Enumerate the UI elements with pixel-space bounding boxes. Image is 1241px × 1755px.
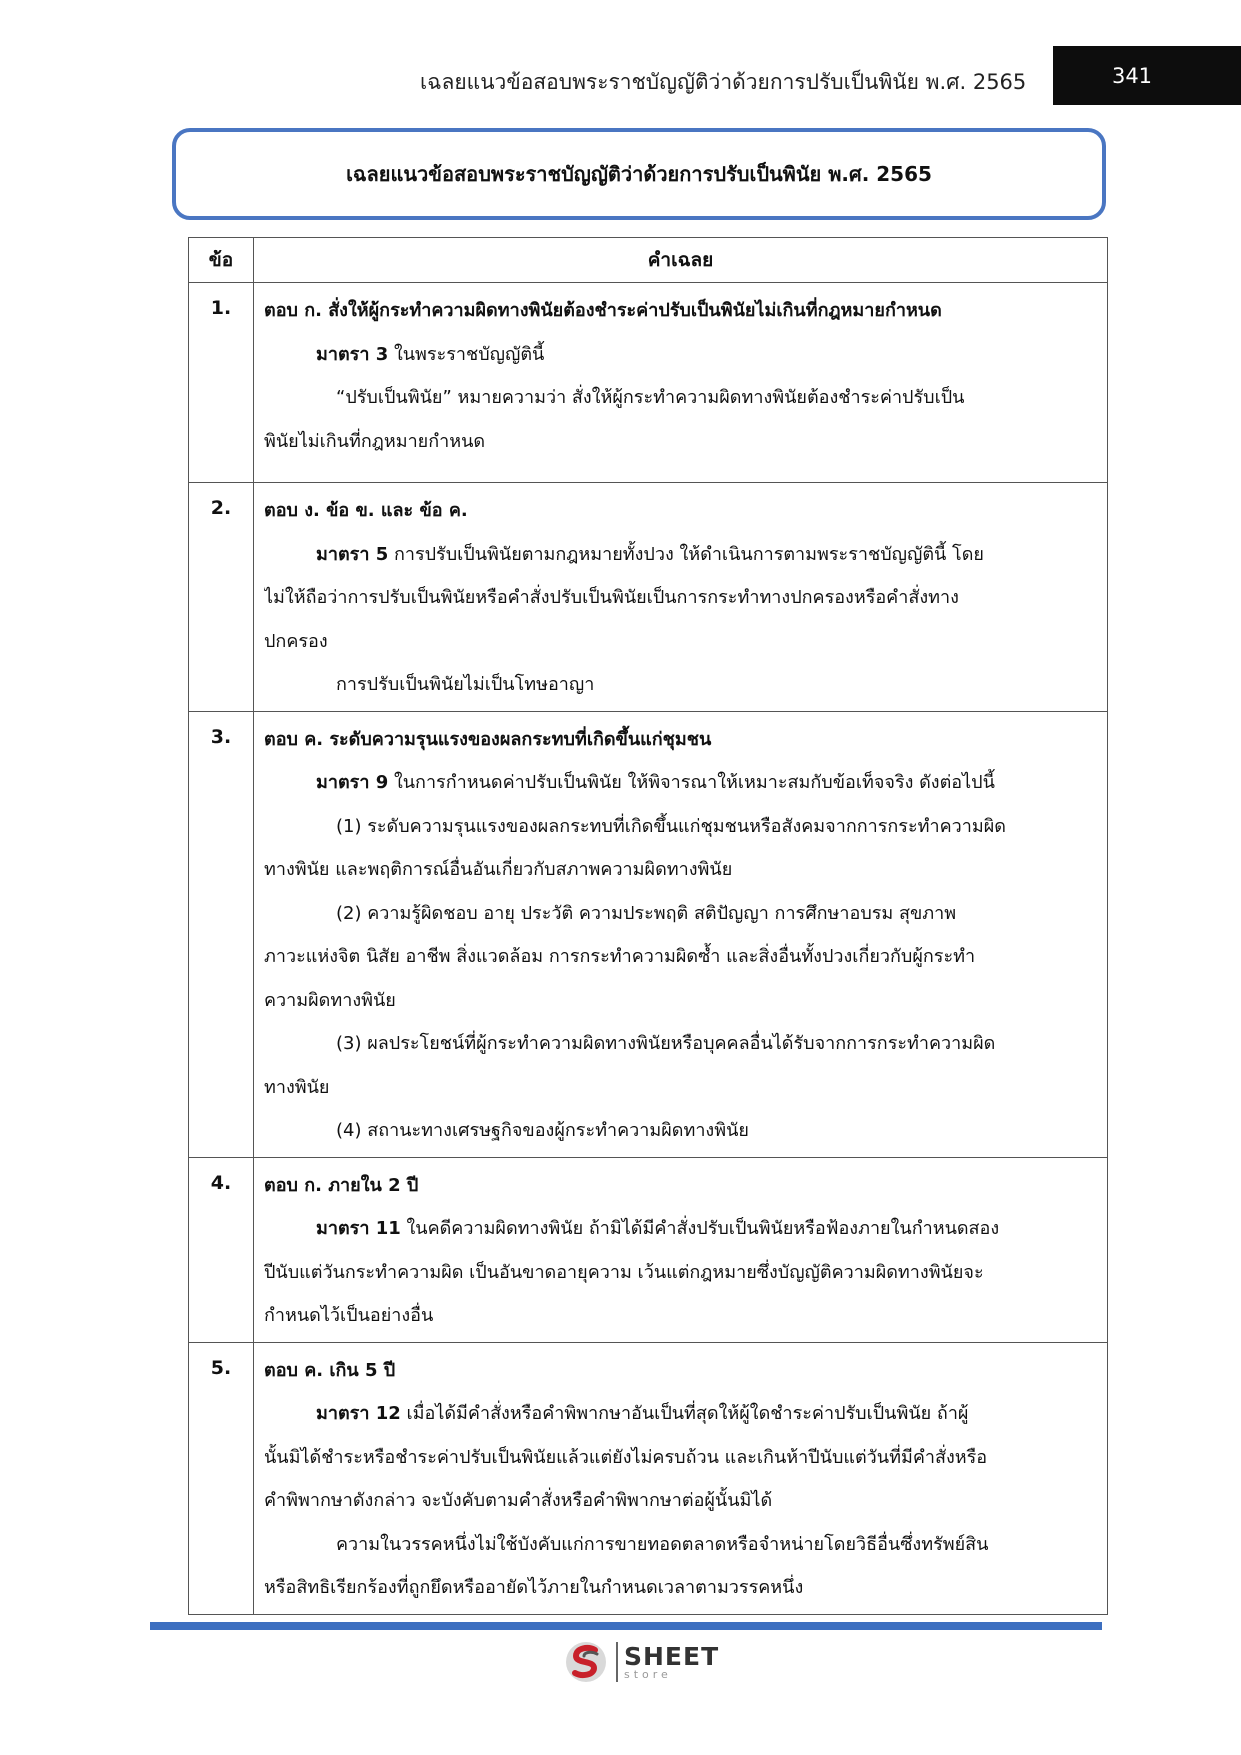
section-ref: มาตรา 9 (316, 772, 389, 793)
section-line (264, 761, 1097, 805)
logo-sub-text: store (624, 1668, 672, 1681)
text-line: ความในวรรคหนึ่งไม่ใช้บังคับแก่การขายทอดตลาดหรือจำหน่ายโดยวิธีอื่นซึ่งทรัพย์สิน (336, 1533, 989, 1555)
answer-line: ตอบ ง. ข้อ ข. และ ข้อ ค. (264, 500, 468, 521)
page-header-title: เฉลยแนวข้อสอบพระราชบัญญัติว่าด้วยการปรับเป็นพินัย พ.ศ. 2565 (420, 70, 1027, 94)
answer-line: ตอบ ค. ระดับความรุนแรงของผลกระทบที่เกิดขึ้นแก่ชุมชน (264, 728, 712, 750)
text-line: ปกครอง (264, 630, 328, 652)
section-ref: มาตรา 3 (316, 343, 389, 365)
column-header-no: ข้อ (189, 238, 254, 283)
text-line: ปีนับแต่วันกระทำความผิด เป็นอันขาดอายุความ เว้นแต่กฎหมายซึ่งบัญญัติความผิดทางพินัยจะ (264, 1261, 984, 1283)
title-box-text: เฉลยแนวข้อสอบพระราชบัญญัติว่าด้วยการปรับเป็นพินัย พ.ศ. 2565 (346, 162, 932, 186)
text-line: พินัยไม่เกินที่กฎหมายกำหนด (264, 430, 486, 452)
row-number: 1. (189, 283, 254, 483)
row-answer-body (254, 711, 1108, 1157)
text-line: ภาวะแห่งจิต นิสัย อาชีพ สิ่งแวดล้อม การกระทำความผิดซ้ำ และสิ่งอื่นทั้งปวงเกี่ยวกับผู้กระทำ (264, 946, 976, 967)
section-text: ในพระราชบัญญัตินี้ (388, 343, 545, 365)
table-row (189, 1157, 1108, 1342)
text-line: คำพิพากษาดังกล่าว จะบังคับตามคำสั่งหรือคำพิพากษาต่อผู้นั้นมิได้ (264, 1490, 773, 1511)
row-number: 2. (189, 483, 254, 712)
answer-line: ตอบ ก. ภายใน 2 ปี (264, 1174, 419, 1196)
text-line: หรือสิทธิเรียกร้องที่ถูกยึดหรืออายัดไว้ภายในกำหนดเวลาตามวรรคหนึ่ง (264, 1577, 804, 1598)
page-number-box (1053, 46, 1241, 105)
row-number: 3. (189, 711, 254, 1157)
text-line: ทางพินัย (264, 1076, 330, 1098)
text-line: ไม่ให้ถือว่าการปรับเป็นพินัยหรือคำสั่งปรับเป็นพินัยเป็นการกระทำทางปกครองหรือคำสั่งทาง (264, 587, 959, 608)
table-row (189, 483, 1108, 712)
page-number: 341 (1111, 63, 1153, 88)
table-row (189, 711, 1108, 1157)
text-line: (4) สถานะทางเศรษฐกิจของผู้กระทำความผิดทางพินัย (336, 1120, 749, 1141)
sheet-store-logo (562, 1637, 719, 1687)
logo-main-text: SHEET (624, 1642, 720, 1671)
section-line (264, 333, 1097, 377)
section-line (264, 1207, 1097, 1251)
text-line: ความผิดทางพินัย (264, 989, 396, 1011)
text-line: การปรับเป็นพินัยไม่เป็นโทษอาญา (336, 674, 595, 695)
section-text: การปรับเป็นพินัยตามกฎหมายทั้งปวง ให้ดำเนินการตามพระราชบัญญัตินี้ โดย (388, 543, 984, 565)
row-answer-body (254, 1157, 1108, 1342)
answer-line: ตอบ ค. เกิน 5 ปี (264, 1359, 396, 1381)
answer-line: ตอบ ก. สั่งให้ผู้กระทำความผิดทางพินัยต้องชำระค่าปรับเป็นพินัยไม่เกินที่กฎหมายกำหนด (264, 300, 942, 321)
table-row (189, 1342, 1108, 1614)
row-answer-body (254, 283, 1108, 483)
section-ref: มาตรา 5 (316, 543, 389, 565)
text-line: (1) ระดับความรุนแรงของผลกระทบที่เกิดขึ้นแก่ชุมชนหรือสังคมจากการกระทำความผิด (336, 815, 1006, 837)
row-answer-body (254, 1342, 1108, 1614)
table-row (189, 283, 1108, 483)
section-line (264, 1392, 1097, 1436)
section-text: ในการกำหนดค่าปรับเป็นพินัย ให้พิจารณาให้เหมาะสมกับข้อเท็จจริง ดังต่อไปนี้ (388, 772, 995, 793)
section-line (264, 533, 1097, 577)
row-answer-body (254, 483, 1108, 712)
section-ref: มาตรา 12 (316, 1403, 401, 1424)
text-line: กำหนดไว้เป็นอย่างอื่น (264, 1305, 434, 1326)
column-header-answer: คำเฉลย (254, 238, 1108, 283)
sheet-store-logo-icon (562, 1638, 610, 1686)
answer-table (188, 237, 1108, 1615)
text-line: “ปรับเป็นพินัย” หมายความว่า สั่งให้ผู้กระทำความผิดทางพินัยต้องชำระค่าปรับเป็น (336, 387, 965, 408)
text-line: (3) ผลประโยชน์ที่ผู้กระทำความผิดทางพินัยหรือบุคคลอื่นได้รับจากการกระทำความผิด (336, 1033, 996, 1054)
logo-divider (616, 1642, 618, 1682)
footer-bar (150, 1622, 1102, 1630)
text-line: นั้นมิได้ชำระหรือชำระค่าปรับเป็นพินัยแล้วแต่ยังไม่ครบถ้วน และเกินห้าปีนับแต่วันที่มีคำสั่งหรือ (264, 1446, 988, 1468)
logo-wordmark (624, 1644, 719, 1680)
section-text: เมื่อได้มีคำสั่งหรือคำพิพากษาอันเป็นที่สุดให้ผู้ใดชำระค่าปรับเป็นพินัย ถ้าผู้ (400, 1403, 969, 1424)
row-number: 5. (189, 1342, 254, 1614)
table-header-row (189, 238, 1108, 283)
text-line: ทางพินัย และพฤติการณ์อื่นอันเกี่ยวกับสภาพความผิดทางพินัย (264, 859, 733, 880)
text-line: (2) ความรู้ผิดชอบ อายุ ประวัติ ความประพฤติ สติปัญญา การศึกษาอบรม สุขภาพ (336, 902, 957, 924)
title-box (172, 128, 1106, 220)
row-number: 4. (189, 1157, 254, 1342)
section-ref: มาตรา 11 (316, 1218, 401, 1239)
section-text: ในคดีความผิดทางพินัย ถ้ามิได้มีคำสั่งปรับเป็นพินัยหรือฟ้องภายในกำหนดสอง (400, 1218, 1000, 1239)
